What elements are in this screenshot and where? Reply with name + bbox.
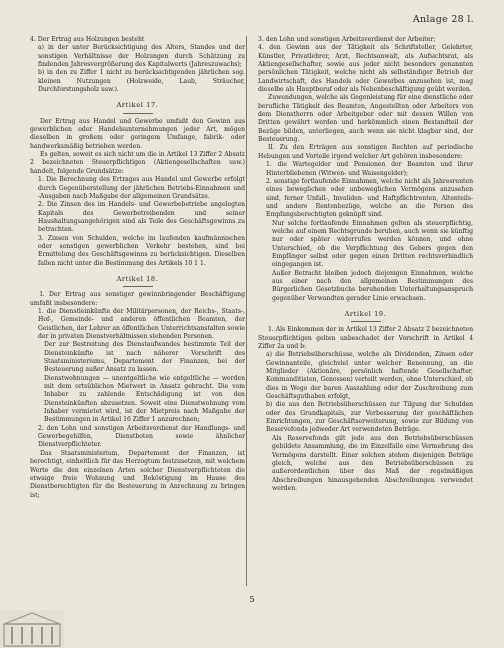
page-header: Anlage 28 l. bbox=[412, 14, 474, 25]
paragraph: 1. Die Berechnung des Ertrages aus Handel und Gewerbe erfolgt durch Gegenüberstellung der jährlichen Betriebs-Einnahmen und -Ausgaben nach Maßgabe der allgemeinen Grundsätze. bbox=[38, 176, 245, 200]
paragraph: 4. Der Ertrag aus Holzungen besteht bbox=[30, 36, 145, 43]
heading-rule bbox=[123, 113, 153, 114]
paragraph: Der Ertrag aus Handel und Gewerbe umfaßt den Gewinn aus gewerblichen oder Handelsunternehmungen jeder Art, mögen dieselben in großem oder geringem Umfange, fabrik- oder handwerksmäßig betrieben werden. bbox=[30, 117, 245, 150]
page-number: 5 bbox=[249, 595, 255, 605]
right-column bbox=[258, 36, 473, 493]
paragraph: 3. Zinsen von Schulden, welche im laufenden kaufmännischen oder sonstigen gewerblichen Verkehr bestehen, sind bei Ermittelung des Geschäftsgewinns zu berücksichtigen. Dieselben fallen nicht unter die Bestimmung des Artikels 10 1 1. bbox=[38, 234, 245, 267]
paragraph: 3. den Lohn und sonstigen Arbeitsverdienst der Arbeiter; bbox=[258, 36, 436, 43]
paragraph: 4. den Gewinn aus der Tätigkeit als Schriftsteller, Gelehrter, Künstler, Privatlehrer, Arzt, Rechtsanwalt, als Aufsichtsrat, als Aktiengesellschafter, sowie aus jeder nicht besonders genannten persönlichen Tätigkeit, welche nicht als selbständiger Betrieb der Landwirtschaft, des Handels oder Gewerbes anzusehen ist, mag dieselbe als Hauptberuf oder als Nebenbeschäftigung geübt werden. bbox=[258, 44, 473, 94]
article-heading: Artikel 19. bbox=[344, 310, 387, 318]
paragraph: 1. die Wartegelder und Pensionen der Beamten und ihrer Hinterbliebenen (Witwen- und Waisengelder); bbox=[266, 161, 473, 177]
paragraph: 1. die Dienstleinkünfte der Militärpersonen, der Reichs-, Staats-, Hof-, Gemeinde- und anderen öffentlichen Beamten, der Geistlichen, der Lehrer an öffentlichen Unterrichtsanstalten sowie der in privaten Dienstverhältnissen stehenden Personen. bbox=[38, 307, 245, 340]
paragraph: Nur solche fortlaufende Einnahmen gelten als steuerpflichtig, welche auf einem Rechtsgrunde beruhen, auch wenn sie künftig nur oder später widerrufen werden können, und ohne Unterschied, ob die Verpflichtung des Gebers gegen den Empfänger selbst oder gegen einen Dritten rechtsverbindlich eingegangen ist. bbox=[272, 219, 473, 269]
paragraph: I. Der Ertrag aus sonstiger gewinnbringender Beschäftigung umfaßt insbesondere: bbox=[30, 291, 245, 307]
paragraph: b) die aus den Betriebsüberschüssen zur Tilgung der Schulden oder des Grundkapitals, zur Verbesserung der geschäftlichen Einrichtungen, zur Geschäftserweiterung, sowie zur Bildung von Reservefonds jedweder Art verwendeten Beträge. bbox=[266, 401, 473, 434]
paragraph: Als Reservefonds gilt jede aus den Betriebsüberschüssen gebildete Ansammlung, die im Einzelfalle eine Vermehrung des Vermögens darstellt. Einer solchen stehen diejenigen Beträge gleich, welche aus den Betriebsüberschüssen zu außerordentlichen über das Maß der regelmäßigen Abschreibungen hinausgehenden Abschreibungen verwendet werden. bbox=[272, 434, 473, 492]
paragraph: II. Zu den Erträgen aus sonstigen Rechten auf periodische Hebungen und Vorteile irgend welcher Art gehören insbesondere: bbox=[258, 144, 473, 160]
paragraph: a) in der unter Berücksichtigung des Alters, Standes und der sonstigen Verhältnisse der Holzungen durch Schätzung zu findenden Jahresvergrößerung des Kapitalwerts (Jahreszuwachs); bbox=[38, 44, 245, 69]
heading-rule bbox=[123, 286, 153, 287]
paragraph: 2. den Lohn und sonstigen Arbeitsverdienst der Handlungs- und Gewerbegehilfen, Dienstboten sowie ähnlicher Dienstverpflichteter. bbox=[38, 424, 245, 449]
paragraph: 1. Als Einkommen der in Artikel 13 Ziffer 2 Absatz 2 bezeichneten Steuerpflichtigen gelten unbeschadet der Vorschrift in Artikel 4 Ziffer 2a und b: bbox=[258, 326, 474, 351]
left-column bbox=[30, 36, 245, 500]
paragraph: Das Staatsministerium, Departement der Finanzen, ist berechtigt, einheitlich für das Herzogtum festzusetzen, mit welchem Werte die den einzelnen Arten solcher Dienstverpflichteten die etwaige freie Wohnung und Beköstigung im Hause des Dienstberechtigten für die Besteuerung in Anrechnung zu bringen ist; bbox=[30, 449, 245, 499]
heading-rule bbox=[351, 321, 381, 322]
paragraph: a) die Betriebsüberschüsse, welche als Dividenden, Zinsen oder Gewinnanteile, gleichviel unter welcher Benennung, an die Mitglieder (Aktionäre, persönlich haftende Gesellschafter, Kommanditisten, Genossen) verteilt werden, ohne Unterschied, ob dies in Wege der baren Auszahlung oder der Zuschreibung zum Geschäftsguthaben erfolgt, bbox=[266, 351, 473, 401]
paragraph: 2. Die Zinsen des im Handels- und Gewerbebetriebe angelegten Kapitals des Gewerbetreibenden und seiner Haushaltungsangehörigen sind als Teile des Geschäftsgewinns zu betrachten. bbox=[38, 201, 245, 234]
paragraph: Es gelten, soweit es sich nicht um die in Artikel 13 Ziffer 2 Absatz 2 bezeichneten Steuerpflichtigen (Aktiengesellschaften usw.) handelt, folgende Grundsätze: bbox=[30, 151, 245, 175]
paragraph: Der zur Bestreitung des Dienstaufwandes bestimmte Teil der Diensteinkünfte ist nach näherer Vorschrift des Staatsministeriums, Departement der Finanzen, bei der Besteuerung außer Ansatz zu lassen. bbox=[44, 341, 245, 374]
article-heading: Artikel 17. bbox=[116, 101, 159, 110]
paragraph: Dienstwohnungen — unentgeltliche wie entgeltliche — werden mit dem ortsüblichen Mietwert in Ansatz gebracht. Die vom Inhaber zu zahlende Entschädigung ist von den Diensteinkünften abzusetzen. Soweit eine Dienstwohnung vom Inhaber vermietet wird, ist der Mietpreis nach Maßgabe der Bestimmungen in Artikel 16 Ziffer 1 anzurechnen; bbox=[44, 374, 245, 424]
column-divider bbox=[246, 36, 247, 586]
library-building-logo bbox=[0, 610, 64, 648]
paragraph: b) in den zu Ziffer 1 nicht zu berücksichtigenden jährlichen sog. kleinen Nutzungen (Holzweide, Laub, Sträucher, Durchforstungsholz usw.). bbox=[38, 69, 245, 94]
article-heading: Artikel 18. bbox=[116, 274, 159, 283]
paragraph: 2. sonstige fortlaufende Einnahmen, welche nicht als Jahresrenten eines beweglichen oder unbeweglichen Vermögens anzusehen sind, ferner Unfall-, Invaliden- und Haftpflichtrenten, Altenteils- und andere Rentenbezüge, welche an die Person des Empfangsberechtigten geknüpft sind. bbox=[266, 177, 473, 219]
paragraph: Außer Betracht bleiben jedoch diejenigen Einnahmen, welche aus einer nach den allgemeinen Bestimmungen des Bürgerlichen Gesetzbuchs beruhenden Unterhaltungsanspruch gegenüber Verwandten gerader Linie erwachsen. bbox=[272, 269, 473, 302]
paragraph: Zuwendungen, welche als Gegenleistung für eine dienstliche oder berufliche Tätigkeit des Beamten, Angestellten oder Arbeiters von dem Dienstherrn oder Arbeitgeber oder mit dessen Willen von Dritten gewährt werden und herkömmlich einen Bestandteil der Bezüge bilden, unterliegen, auch wenn sie nicht klagbar sind, der Besteuerung. bbox=[258, 94, 473, 144]
